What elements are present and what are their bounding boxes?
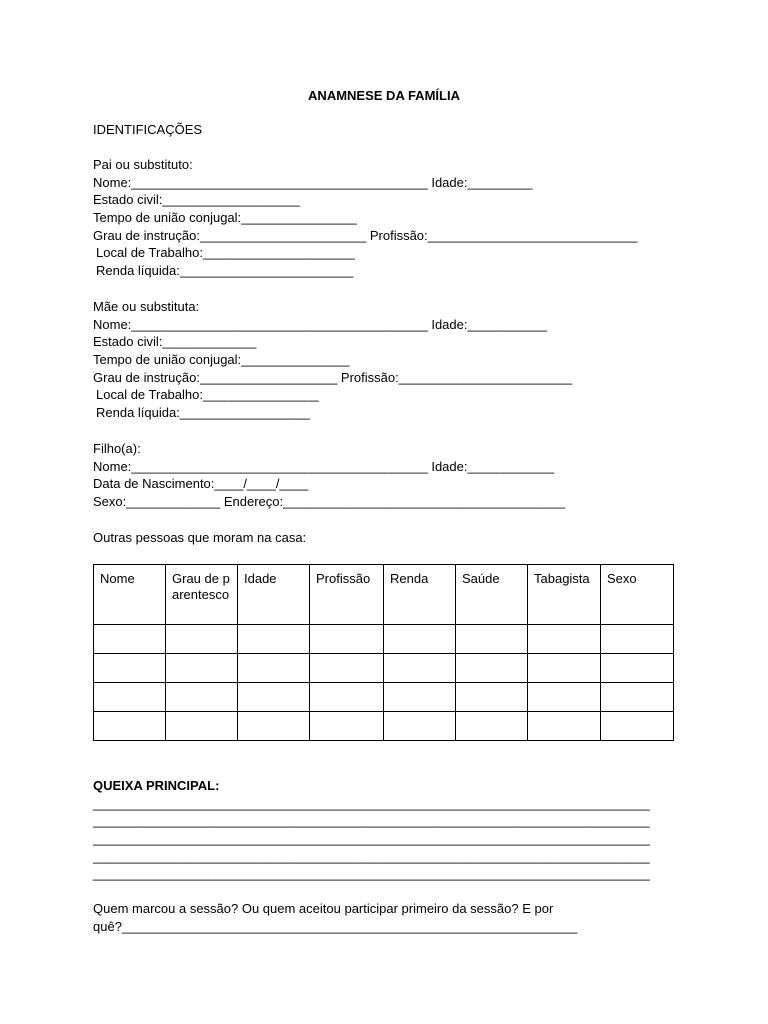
header-renda: Renda — [384, 565, 456, 625]
header-saude: Saúde — [456, 565, 528, 625]
filho-nascimento-field: Data de Nascimento:____/____/____ — [93, 476, 309, 492]
table-cell[interactable] — [384, 625, 456, 654]
queixa-heading: QUEIXA PRINCIPAL: — [93, 778, 220, 793]
pai-heading: Pai ou substituto: — [93, 157, 193, 172]
table-cell[interactable] — [166, 712, 238, 741]
mae-nome-field: Nome:_________________________________________ Idade:___________ — [93, 316, 548, 332]
table-cell[interactable] — [238, 625, 310, 654]
table-cell[interactable] — [601, 654, 674, 683]
table-cell[interactable] — [238, 712, 310, 741]
header-sexo: Sexo — [601, 565, 674, 625]
mae-heading: Mãe ou substituta: — [93, 299, 200, 314]
header-idade: Idade — [238, 565, 310, 625]
mae-renda-field: Renda líquida:__________________ — [96, 405, 310, 421]
table-cell[interactable] — [166, 625, 238, 654]
mae-tempo-uniao-field: Tempo de união conjugal:_______________ — [93, 352, 350, 368]
table-cell[interactable] — [601, 712, 674, 741]
table-cell[interactable] — [238, 683, 310, 712]
queixa-line: _____________________________________________________________________________ — [93, 795, 650, 811]
queixa-line: _____________________________________________________________________________ — [93, 831, 650, 847]
pai-section — [93, 156, 637, 280]
table-row — [94, 625, 674, 654]
queixa-line: _____________________________________________________________________________ — [93, 848, 650, 864]
table-cell[interactable] — [456, 654, 528, 683]
household-table — [93, 564, 674, 741]
pai-estado-civil-field: Estado civil:___________________ — [93, 192, 300, 208]
table-cell[interactable] — [601, 683, 674, 712]
pai-tempo-uniao-field: Tempo de união conjugal:________________ — [93, 210, 357, 226]
header-nome: Nome — [94, 565, 166, 625]
table-cell[interactable] — [528, 654, 601, 683]
table-cell[interactable] — [94, 654, 166, 683]
mae-section — [93, 298, 572, 422]
header-tabagista: Tabagista — [528, 565, 601, 625]
queixa-line: _____________________________________________________________________________ — [93, 866, 650, 882]
table-cell[interactable] — [528, 712, 601, 741]
header-profissao: Profissão — [310, 565, 384, 625]
table-cell[interactable] — [384, 683, 456, 712]
question-section — [93, 900, 577, 935]
table-cell[interactable] — [310, 712, 384, 741]
table-cell[interactable] — [166, 654, 238, 683]
pai-local-trabalho-field: Local de Trabalho:_____________________ — [96, 245, 355, 261]
table-row — [94, 712, 674, 741]
table-cell[interactable] — [456, 625, 528, 654]
header-grau-parentesco: Grau de parentesco — [166, 565, 238, 625]
question-line-1: Quem marcou a sessão? Ou quem aceitou participar primeiro da sessão? E por — [93, 901, 554, 916]
table-cell[interactable] — [94, 625, 166, 654]
table-cell[interactable] — [310, 654, 384, 683]
table-cell[interactable] — [310, 625, 384, 654]
identificacoes-heading: IDENTIFICAÇÕES — [93, 122, 203, 137]
document-title: ANAMNESE DA FAMÍLIA — [308, 88, 460, 103]
table-cell[interactable] — [94, 712, 166, 741]
table-row — [94, 683, 674, 712]
pai-renda-field: Renda líquida:________________________ — [96, 263, 354, 279]
filho-heading: Filho(a): — [93, 441, 141, 456]
mae-grau-profissao-field: Grau de instrução:___________________ Profissão:________________________ — [93, 369, 573, 385]
queixa-section — [93, 777, 650, 883]
pai-grau-profissao-field: Grau de instrução:_______________________ Profissão:_____________________________ — [93, 227, 638, 243]
queixa-line: _____________________________________________________________________________ — [93, 813, 650, 829]
table-cell[interactable] — [384, 654, 456, 683]
table-cell[interactable] — [166, 683, 238, 712]
table-cell[interactable] — [456, 683, 528, 712]
question-line-2: quê?_______________________________________________________________ — [93, 918, 578, 934]
table-cell[interactable] — [528, 683, 601, 712]
table-cell[interactable] — [94, 683, 166, 712]
table-cell[interactable] — [238, 654, 310, 683]
table-cell[interactable] — [310, 683, 384, 712]
table-header-row — [94, 565, 674, 625]
pai-nome-field: Nome:_________________________________________ Idade:_________ — [93, 174, 533, 190]
table-row — [94, 654, 674, 683]
filho-section — [93, 440, 565, 511]
mae-estado-civil-field: Estado civil:_____________ — [93, 334, 257, 350]
outras-pessoas-label: Outras pessoas que moram na casa: — [93, 530, 307, 545]
filho-sexo-endereco-field: Sexo:_____________ Endereço:_______________________________________ — [93, 494, 566, 510]
table-cell[interactable] — [456, 712, 528, 741]
table-cell[interactable] — [601, 625, 674, 654]
mae-local-trabalho-field: Local de Trabalho:________________ — [96, 387, 319, 403]
table-cell[interactable] — [528, 625, 601, 654]
table-cell[interactable] — [384, 712, 456, 741]
filho-nome-field: Nome:_________________________________________ Idade:____________ — [93, 458, 555, 474]
